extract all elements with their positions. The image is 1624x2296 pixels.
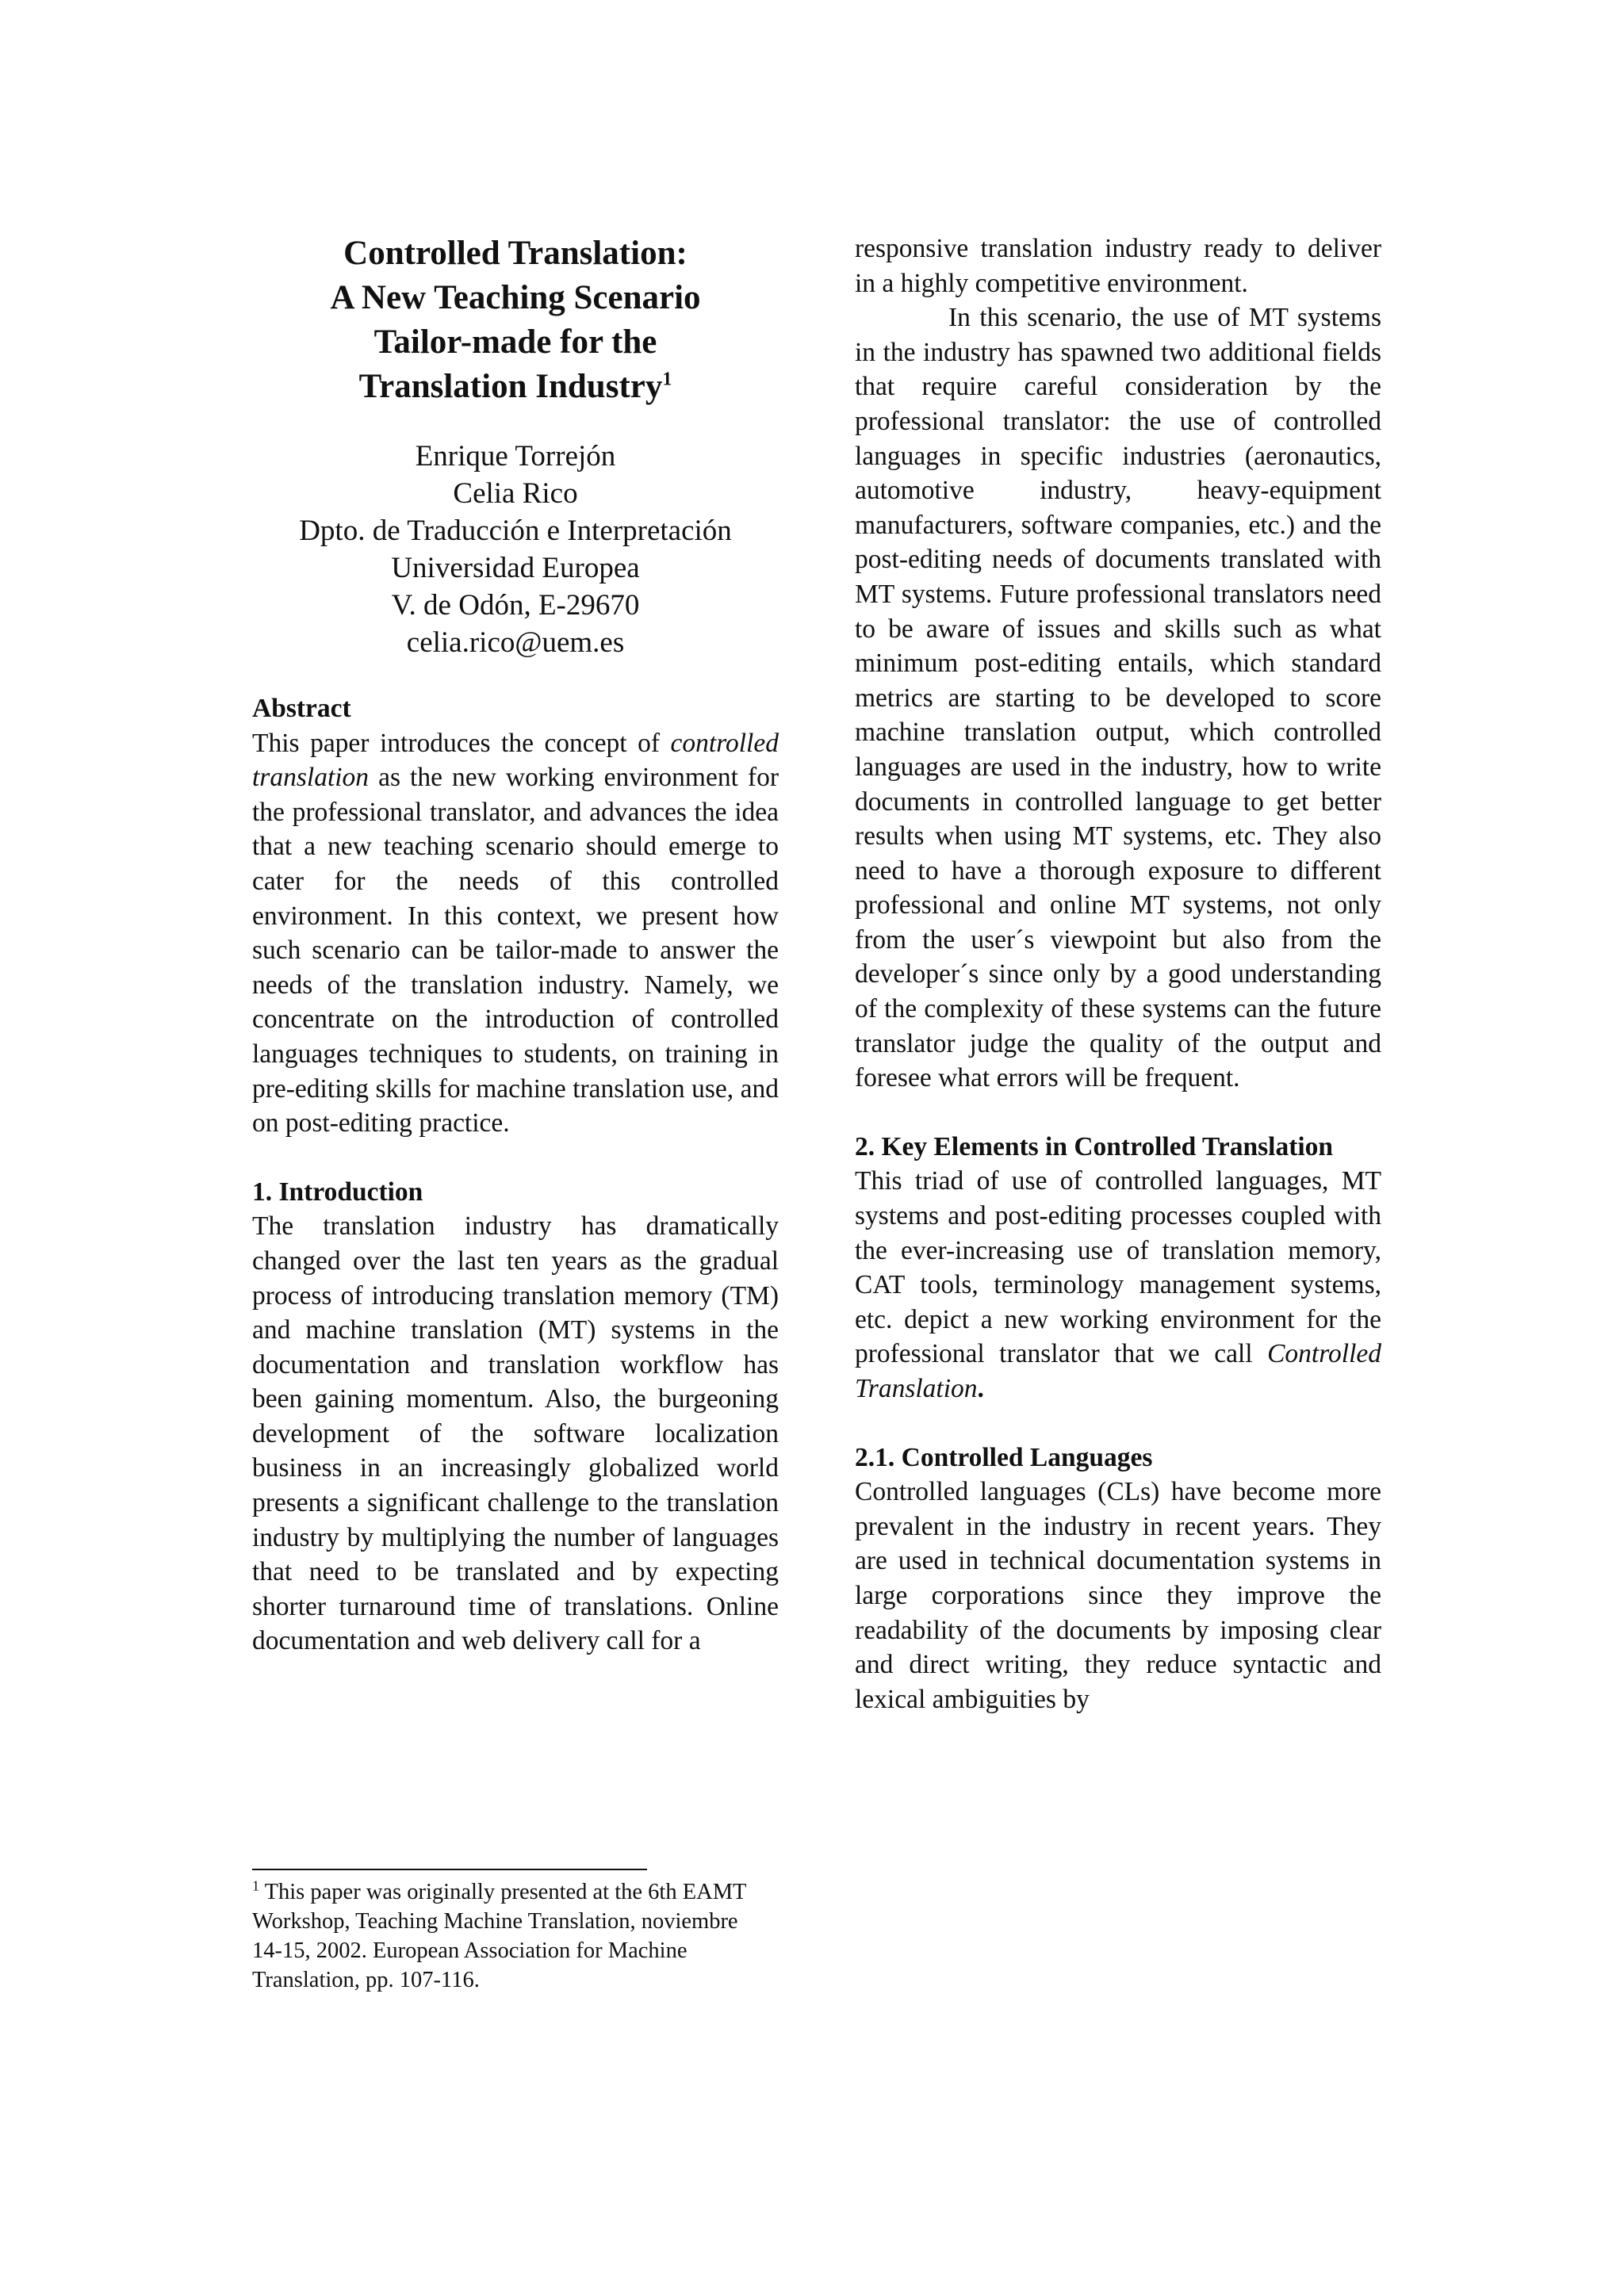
- abstract-text-rest: as the new working environment for the professional translator, and advances the idea that a new teaching scenario should emerge to cater for the needs of this controlled environment. In this context, we present how such scenario can be tailor-made to answer the needs of the translation industry. Namely, we concentrate on the introduction of controlled languages techniques to students, on training in pre-editing skills for machine translation use, and on post-editing practice.: [252, 763, 779, 1138]
- abstract-emphasis: controlled translation: [252, 728, 779, 793]
- affiliation-department: Dpto. de Traducción e Interpretación: [299, 515, 732, 547]
- section-2-text: [855, 1164, 1381, 1406]
- title-line: Controlled Translation:: [343, 235, 688, 272]
- introduction-heading: 1. Introduction: [252, 1177, 423, 1207]
- author-email: celia.rico@uem.es: [406, 626, 625, 659]
- title-line-text: Translation Industry: [358, 368, 663, 405]
- left-column: [252, 232, 779, 1659]
- title-line: [252, 365, 779, 409]
- title-line: Tailor-made for the: [373, 323, 657, 361]
- footnote-divider: [252, 1869, 647, 1870]
- section-2-1-heading: 2.1. Controlled Languages: [855, 1442, 1153, 1472]
- section-2-emphasis: Controlled Translation: [855, 1339, 1381, 1403]
- section-2-1-text: Controlled languages (CLs) have become more prevalent in the industry in recent years. They are used in technical documentation systems in large corporations since they improve the readability of the documents by imposing clear and direct writing, they reduce syntactic and lexical ambiguities by: [855, 1477, 1381, 1714]
- affiliation-university: Universidad Europea: [391, 552, 640, 584]
- abstract-heading: Abstract: [252, 694, 351, 723]
- abstract-text-start: This paper introduces the concept of: [252, 728, 671, 758]
- title-line: A New Teaching Scenario: [330, 279, 701, 316]
- footnote: [252, 1877, 760, 1995]
- footnote-mark: 1: [252, 1877, 259, 1894]
- abstract-text: [252, 726, 779, 1141]
- footnote-text: This paper was originally presented at the 6th EAMT Workshop, Teaching Machine Translation, noviembre 14-15, 2002. European Association for Machine Translation, pp. 107-116.: [252, 1880, 746, 1992]
- affiliation-address: V. de Odón, E-29670: [391, 589, 640, 622]
- scenario-paragraph: In this scenario, the use of MT systems in the industry has spawned two additional fields that require careful consideration by the professional translator: the use of controlled languages in specific industries (aeronautics, automotive industry, heavy-equipment manufacturers, software companies, etc.) and the post-editing needs of documents translated with MT systems. Future professional translators need to be aware of issues and skills such as what minimum post-editing entails, which standard metrics are starting to be developed to score machine translation output, which controlled languages are used in the industry, how to write documents in controlled language to get better results when using MT systems, etc. They also need to have a thorough exposure to different professional and online MT systems, not only from the user´s viewpoint but also from the developer´s since only by a good understanding of the complexity of these systems can the future translator judge the quality of the output and foresee what errors will be frequent.: [855, 303, 1381, 1093]
- title-footnote-mark: 1: [662, 369, 672, 390]
- section-2-period: .: [977, 1374, 984, 1403]
- right-column: [855, 232, 1381, 1716]
- introduction-continuation: responsive translation industry ready to deliver in a highly competitive environment.: [855, 234, 1381, 298]
- author-block: [252, 438, 779, 661]
- section-2-heading: 2. Key Elements in Controlled Translation: [855, 1131, 1334, 1161]
- section-2-text-start: This triad of use of controlled languages, MT systems and post-editing processes coupled with the ever-increasing use of translation memory, CAT tools, terminology management systems, etc. depict a new working environment for the professional translator that we call: [855, 1166, 1381, 1369]
- introduction-text: The translation industry has dramatically changed over the last ten years as the gradual process of introducing translation memory (TM) and machine translation (MT) systems in the documentation and translation workflow has been gaining momentum. Also, the burgeoning development of the software localization business in an increasingly globalized world presents a significant challenge to the translation industry by multiplying the number of languages that need to be translated and by expecting shorter turnaround time of translations. Online documentation and web delivery call for a: [252, 1211, 779, 1656]
- author-name: Enrique Torrejón: [415, 440, 616, 473]
- author-name: Celia Rico: [453, 477, 578, 510]
- paper-title: [252, 232, 779, 409]
